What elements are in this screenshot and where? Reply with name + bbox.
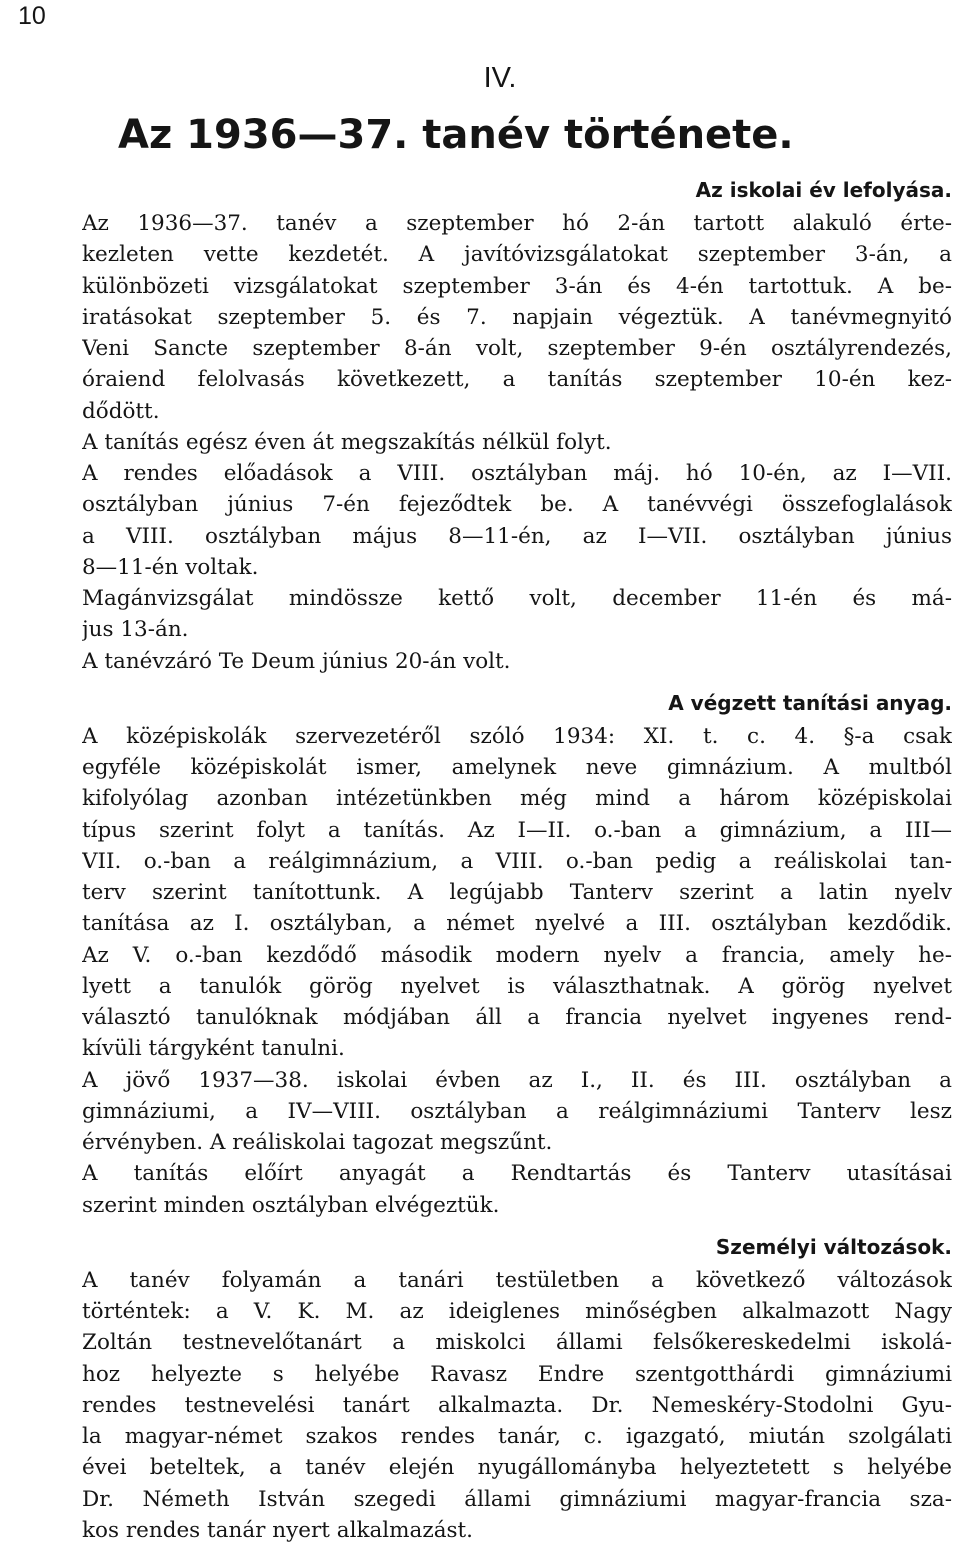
section-heading: Az iskolai év lefolyása. xyxy=(695,178,952,202)
text-line: gimnáziumi, a IV—VIII. osztályban a reálgimnáziumi Tanterv lesz xyxy=(82,1098,952,1124)
page-number: 10 xyxy=(18,2,46,30)
text-line: dődött. xyxy=(82,398,160,424)
text-line: iratásokat szeptember 5. és 7. napjain végeztük. A tanévmegnyitó xyxy=(82,304,952,330)
text-line: terv szerint tanítottunk. A legújabb Tanterv szerint a latin nyelv xyxy=(82,880,952,905)
section-gap xyxy=(82,677,952,685)
text-line: kívüli tárgyként tanulni. xyxy=(82,1036,345,1062)
text-line: egyféle középiskolát ismer, amelynek neve gimnázium. A multból xyxy=(82,755,952,780)
text-line: tanítása az I. osztályban, a német nyelvé a III. osztályban kezdődik. xyxy=(82,911,952,937)
text-line: A tanítás előírt anyagát a Rendtartás és Tanterv utasításai xyxy=(82,1161,952,1187)
text-line: rendes testnevelési tanárt alkalmazta. Dr. Nemeskéry-Stodolni Gyu- xyxy=(82,1392,952,1418)
text-line: kezleten vette kezdetét. A javítóvizsgálatokat szeptember 3-án, a xyxy=(82,242,952,268)
chapter-title: Az 1936—37. tanév története. xyxy=(118,112,794,158)
text-line: A tanítás egész éven át megszakítás nélkül folyt. xyxy=(82,429,612,455)
text-line: osztályban június 7-én fejeződtek be. A tanévvégi összefoglalások xyxy=(82,492,952,518)
text-line: A rendes előadások a VIII. osztályban máj. hó 10-én, az I—VII. xyxy=(82,461,952,486)
text-line: Dr. Németh István szegedi állami gimnáziumi magyar-francia sza- xyxy=(82,1486,952,1512)
text-line: lyett a tanulók görög nyelvet is választhatnak. A görög nyelvet xyxy=(82,973,952,999)
text-line: Veni Sancte szeptember 8-án volt, szeptember 9-én osztályrendezés, xyxy=(82,336,952,361)
text-line: kifolyólag azonban intézetünkben még mind a három középiskolai xyxy=(82,786,952,812)
text-line: Zoltán testnevelőtanárt a miskolci állami felsőkereskedelmi iskolá- xyxy=(82,1330,952,1356)
page-content xyxy=(82,172,952,1546)
section-heading: Személyi változások. xyxy=(715,1234,952,1259)
text-line: jus 13-án. xyxy=(82,617,189,643)
text-line: hoz helyezte s helyébe Ravasz Endre szentgotthárdi gimnáziumi xyxy=(82,1361,952,1387)
text-line: A középiskolák szervezetéről szóló 1934: XI. t. c. 4. §-a csak xyxy=(82,723,952,749)
text-line: kos rendes tanár nyert alkalmazást. xyxy=(82,1517,474,1543)
text-line: Az 1936—37. tanév a szeptember hó 2-án tartott alakuló érte- xyxy=(82,211,952,236)
text-line: VII. o.-ban a reálgimnázium, a VIII. o.-ban pedig a reáliskolai tan- xyxy=(82,848,952,874)
text-line: évei beteltek, a tanév elején nyugállományba helyeztetett s helyébe xyxy=(82,1455,952,1481)
section-gap xyxy=(82,1221,952,1229)
text-line: A tanévzáró Te Deum június 20-án volt. xyxy=(82,648,511,674)
text-line: érvényben. A reáliskolai tagozat megszűnt. xyxy=(82,1130,553,1155)
text-line: A tanév folyamán a tanári testületben a következő változások xyxy=(82,1267,952,1293)
text-line: a VIII. osztályban május 8—11-én, az I—VII. osztályban június xyxy=(82,523,952,549)
text-line: különbözeti vizsgálatokat szeptember 3-án és 4-én tartottuk. A be- xyxy=(82,273,952,299)
text-line: választó tanulóknak módjában áll a francia nyelvet ingyenes rend- xyxy=(82,1005,952,1030)
section xyxy=(82,1221,952,1546)
text-line: óraiend felolvasás következett, a tanítás szeptember 10-én kez- xyxy=(82,367,952,393)
chapter-number: IV. xyxy=(483,62,517,94)
text-line: la magyar-német szakos rendes tanár, c. igazgató, miután szolgálati xyxy=(82,1424,952,1449)
text-line: típus szerint folyt a tanítás. Az I—II. o.-ban a gimnázium, a III— xyxy=(82,817,952,843)
text-line: Magánvizsgálat mindössze kettő volt, december 11-én és má- xyxy=(82,586,952,611)
section xyxy=(82,677,952,1221)
text-line: történtek: a V. K. M. az ideiglenes minőségben alkalmazott Nagy xyxy=(82,1299,952,1324)
section-heading: A végzett tanítási anyag. xyxy=(668,690,952,715)
text-line: A jövő 1937—38. iskolai évben az I., II. és III. osztályban a xyxy=(82,1067,952,1093)
text-line: szerint minden osztályban elvégeztük. xyxy=(82,1192,500,1218)
text-line: Az V. o.-ban kezdődő második modern nyelv a francia, amely he- xyxy=(82,942,952,968)
section xyxy=(82,172,952,677)
text-line: 8—11-én voltak. xyxy=(82,554,259,580)
